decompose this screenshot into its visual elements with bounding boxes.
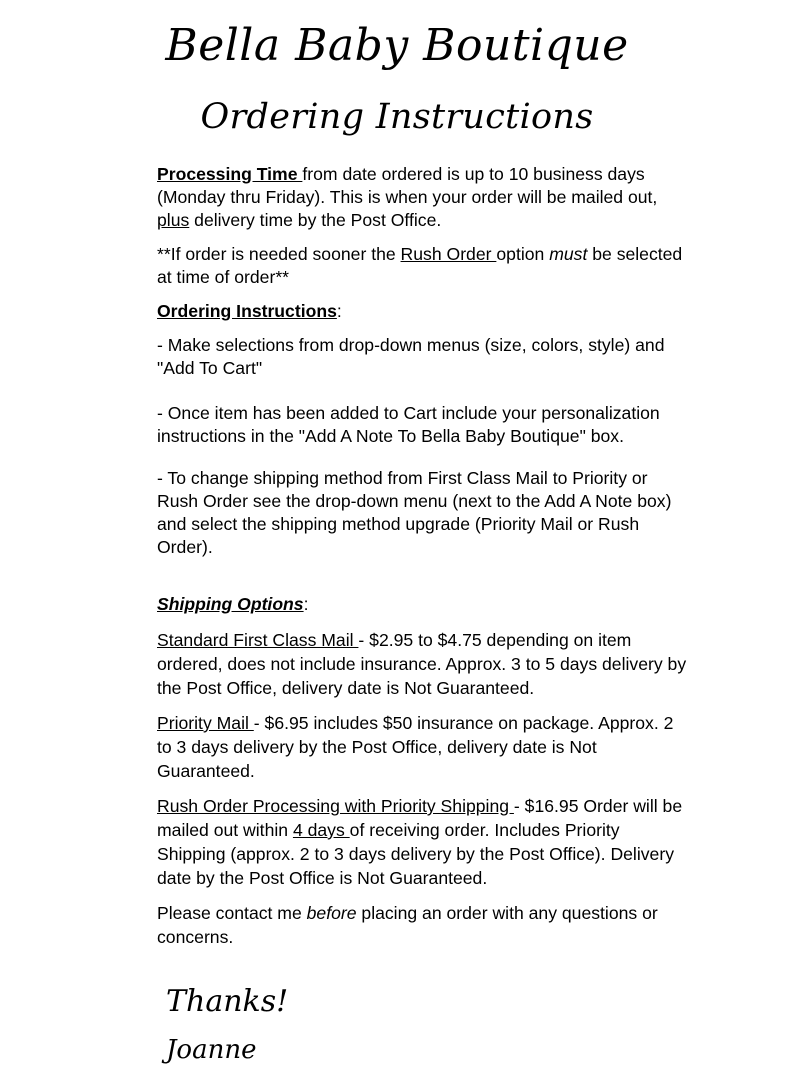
name-signature: Joanne xyxy=(166,1035,257,1065)
rush-note-text-2: option xyxy=(496,244,550,264)
standard-shipping-text: - $2.95 to $4.75 depending on item ordered, does not include insurance. Approx. 3 to 5 days delivery by the Post Office, delivery date is Not Guaranteed. xyxy=(157,630,687,698)
boutique-title: Bella Baby Boutique xyxy=(165,20,629,71)
plus-word: plus xyxy=(157,210,190,230)
contact-text-1: Please contact me xyxy=(157,903,307,923)
shipping-options-heading: Shipping Options xyxy=(157,594,304,614)
standard-shipping-label: Standard First Class Mail xyxy=(157,630,359,650)
processing-time-heading: Processing Time xyxy=(157,164,303,184)
rush-note-paragraph xyxy=(157,243,687,289)
priority-mail-text: - $6.95 includes $50 insurance on package. Approx. 2 to 3 days delivery by the Post Office, delivery date is Not Guaranteed. xyxy=(157,713,674,781)
processing-text-1: from date ordered is up to 10 business days (Monday thru Friday). This is when your order will be mailed out, xyxy=(157,164,658,207)
before-word: before xyxy=(306,903,357,923)
ordering-step-1: - Make selections from drop-down menus (size, colors, style) and "Add To Cart" xyxy=(157,335,665,378)
shipping-options-heading-line xyxy=(157,593,687,616)
rush-order-text-1: - $16.95 Order will be mailed out within xyxy=(157,796,683,840)
instructions-content xyxy=(157,163,687,949)
rush-note-text-3: be selected at time of order** xyxy=(157,244,683,287)
four-days-term: 4 days xyxy=(292,820,350,840)
rush-order-text-2: of receiving order. Includes Priority Shipping (approx. 2 to 3 days delivery by the Post Office). Delivery date by the Post Office is Not Guaranteed. xyxy=(157,820,674,888)
page-subtitle: Ordering Instructions xyxy=(200,97,594,137)
ordering-instructions-heading: Ordering Instructions xyxy=(157,301,337,321)
ordering-step-3: - To change shipping method from First Class Mail to Priority or Rush Order see the drop-down menu (next to the Add A Note box) and select the shipping method upgrade (Priority Mail or Rush Order). xyxy=(157,468,672,557)
contact-paragraph xyxy=(157,901,687,949)
shipping-heading-colon: : xyxy=(303,594,309,614)
processing-text-2: delivery time by the Post Office. xyxy=(189,210,442,230)
thanks-signature: Thanks! xyxy=(166,984,289,1019)
rush-order-paragraph xyxy=(157,794,687,890)
rush-order-term: Rush Order xyxy=(400,244,497,264)
priority-mail-label: Priority Mail xyxy=(157,713,254,733)
contact-text-2: placing an order with any questions or concerns. xyxy=(157,903,658,947)
priority-mail-paragraph xyxy=(157,711,687,783)
processing-time-paragraph xyxy=(157,163,687,232)
ordering-heading-colon: : xyxy=(336,301,342,321)
rush-order-label: Rush Order Processing with Priority Shipping xyxy=(157,796,514,816)
rush-note-text-1: **If order is needed sooner the xyxy=(157,244,401,264)
ordering-instructions-heading-line xyxy=(157,300,687,323)
standard-shipping-paragraph xyxy=(157,628,687,700)
must-word: must xyxy=(549,244,588,264)
ordering-step-2: - Once item has been added to Cart include your personalization instructions in the "Add A Note To Bella Baby Boutique" box. xyxy=(157,403,660,446)
